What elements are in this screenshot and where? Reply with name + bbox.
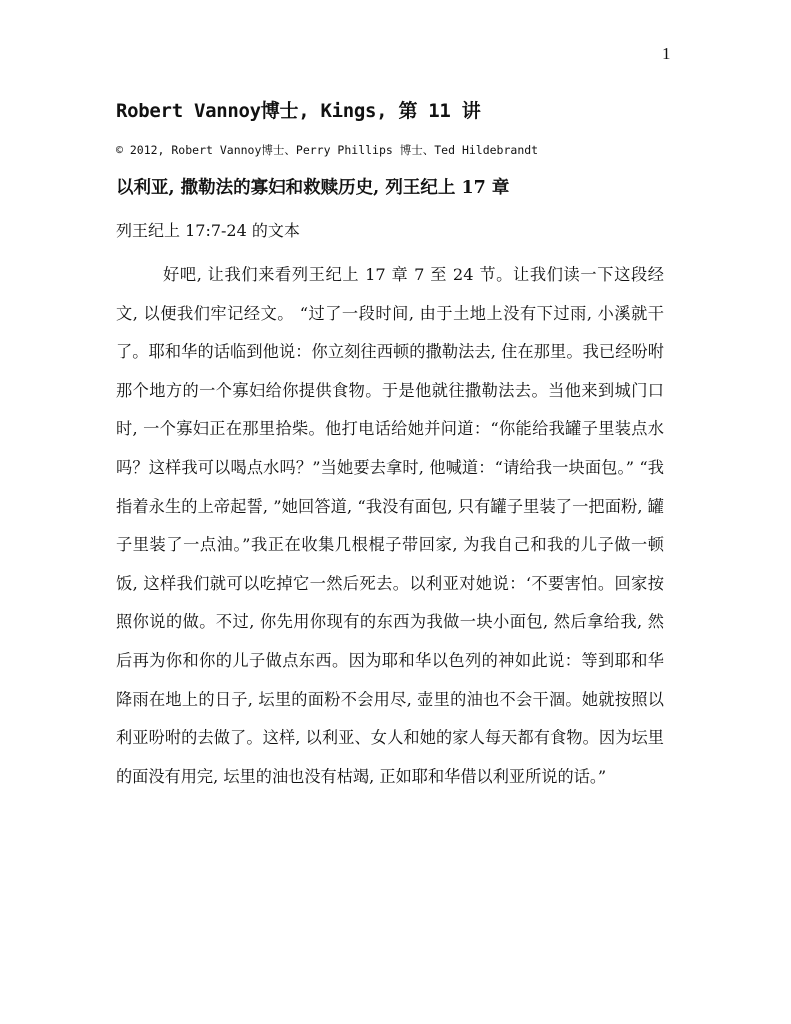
body-paragraph: 好吧, 让我们来看列王纪上 17 章 7 至 24 节。让我们读一下这段经文, 以便我们牢记经文。 “过了一段时间, 由于土地上没有下过雨, 小溪就干了。耶和华的话临到他说：你立刻往西顿的撒勒法去, 住在那里。我已经吩咐那个地方的一个寡妇给你提供食物。于是他就往撒勒法去。当他来到城门口时, 一个寡妇正在那里拾柴。他打电话给她并问道：“你能给我罐子里装点水吗？这样我可以喝点水吗？”当她要去拿时, 他喊道：“请给我一块面包。” “我指着永生的上帝起誓, ”她回答道, “我没有面包, 只有罐子里装了一把面粉, 罐子里装了一点油。”我正在收集几根棍子带回家, 为我自己和我的儿子做一顿饭, 这样我们就可以吃掉它一然后死去。以利亚对她说：‘不要害怕。回家按照你说的做。不过, 你先用你现有的东西为我做一块小面包, 然后拿给我, 然后再为你和你的儿子做点东西。因为耶和华以色列的神如此说：等到耶和华降雨在地上的日子, 坛里的面粉不会用尽, 壶里的油也不会干涸。她就按照以利亚吩咐的去做了。这样, 以利亚、女人和她的家人每天都有食物。因为坛里的面没有用完, 坛里的油也没有枯竭, 正如耶和华借以利亚所说的话。” bbox=[116, 265, 664, 786]
document-title: Robert Vannoy博士, Kings, 第 11 讲 bbox=[116, 100, 481, 122]
copyright-line: © 2012, Robert Vannoy博士、Perry Phillips 博士、Ted Hildebrandt bbox=[116, 143, 539, 157]
lecture-title: 以利亚, 撒勒法的寡妇和救赎历史, 列王纪上 17 章 bbox=[116, 178, 510, 198]
page-number: 1 bbox=[662, 44, 671, 63]
section-heading: 列王纪上 17:7-24 的文本 bbox=[116, 221, 300, 240]
